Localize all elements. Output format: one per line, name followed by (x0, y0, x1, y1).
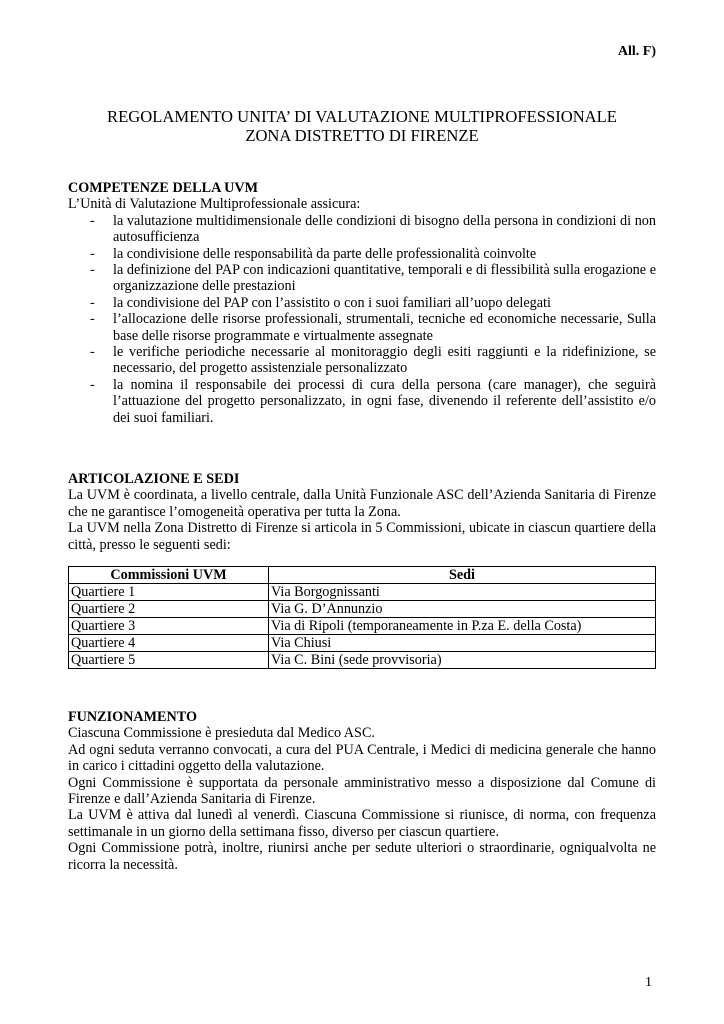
competenze-section (68, 180, 656, 426)
list-item: - la condivisione delle responsabilità da parte delle professionalità coinvolte (68, 246, 656, 262)
competenze-list (68, 213, 656, 426)
column-header-sedi: Sedi (269, 567, 656, 584)
table-cell-commissione: Quartiere 2 (69, 601, 269, 618)
list-item: - la condivisione del PAP con l’assistito o con i suoi familiari all’uopo delegati (68, 295, 656, 311)
table-cell-sede: Via Chiusi (269, 635, 656, 652)
table-row (69, 618, 656, 635)
table-row (69, 601, 656, 618)
funzionamento-paragraph: Ogni Commissione è supportata da personale amministrativo messo a disposizione dal Comune di Firenze e dall’Azienda Sanitaria di Firenze. (68, 774, 656, 808)
table-row (69, 584, 656, 601)
list-item: - la definizione del PAP con indicazioni quantitative, temporali e di flessibilità sulla erogazione e organizzazione delle prestazioni (68, 262, 656, 295)
table-cell-sede: Via C. Bini (sede provvisoria) (269, 652, 656, 669)
table-header-row (69, 567, 656, 584)
funzionamento-section (68, 709, 656, 873)
title-line-2: ZONA DISTRETTO DI FIRENZE (245, 126, 479, 145)
funzionamento-heading: FUNZIONAMENTO (68, 709, 198, 725)
competenze-intro: L’Unità di Valutazione Multiprofessionale assicura: (68, 196, 361, 213)
page-number: 1 (645, 974, 652, 990)
column-header-commissioni: Commissioni UVM (69, 567, 269, 584)
table-cell-commissione: Quartiere 4 (69, 635, 269, 652)
list-item: - l’allocazione delle risorse professionali, strumentali, tecniche ed economiche necessarie, Sulla base delle risorse programmate e virtualmente assegnate (68, 311, 656, 344)
document-title (68, 107, 656, 145)
sedi-table (68, 566, 656, 669)
list-item: - la nomina il responsabile dei processi di cura della persona (care manager), che seguirà l’attuazione del progetto personalizzato, in ogni fase, divenendo il referente dell’assistito e/o dei suoi familiari. (68, 377, 656, 426)
table-cell-sede: Via Borgognissanti (269, 584, 656, 601)
articolazione-heading: ARTICOLAZIONE E SEDI (68, 471, 240, 487)
funzionamento-paragraph: La UVM è attiva dal lunedì al venerdì. Ciascuna Commissione si riunisce, di norma, con frequenza settimanale in un giorno della settimana fisso, diverso per ciascun quartiere. (68, 807, 656, 840)
list-item: - la valutazione multidimensionale delle condizioni di bisogno della persona in condizioni di non autosufficienza (68, 213, 656, 246)
table-cell-commissione: Quartiere 3 (69, 618, 269, 635)
table-row (69, 635, 656, 652)
table-cell-sede: Via di Ripoli (temporaneamente in P.za E. della Costa) (269, 618, 656, 635)
table-row (69, 652, 656, 669)
articolazione-paragraph-2: La UVM nella Zona Distretto di Firenze si articola in 5 Commissioni, ubicate in ciascun quartiere della città, presso le seguenti sedi: (68, 520, 656, 553)
funzionamento-paragraph: Ogni Commissione potrà, inoltre, riunirsi anche per sedute ulteriori o straordinarie, ogniqualvolta ne ricorra la necessità. (68, 840, 656, 873)
table-cell-commissione: Quartiere 5 (69, 652, 269, 669)
table-cell-sede: Via G. D’Annunzio (269, 601, 656, 618)
funzionamento-paragraph: Ciascuna Commissione è presieduta dal Medico ASC. (68, 725, 375, 742)
competenze-heading: COMPETENZE DELLA UVM (68, 180, 258, 196)
articolazione-paragraph-1: La UVM è coordinata, a livello centrale, dalla Unità Funzionale ASC dell’Azienda Sanitaria di Firenze che ne garantisce l’omogeneità operativa per tutta la Zona. (68, 487, 656, 520)
title-line-1: REGOLAMENTO UNITA’ DI VALUTAZIONE MULTIPROFESSIONALE (107, 107, 617, 126)
list-item: - le verifiche periodiche necessarie al monitoraggio degli esiti raggiunti e la ridefinizione, se necessario, del progetto assistenziale personalizzato (68, 344, 656, 377)
table-cell-commissione: Quartiere 1 (69, 584, 269, 601)
articolazione-section (68, 471, 656, 669)
funzionamento-paragraph: Ad ogni seduta verranno convocati, a cura del PUA Centrale, i Medici di medicina generale che hanno in carico i cittadini oggetto della valutazione. (68, 741, 656, 775)
attachment-label: All. F) (617, 44, 656, 59)
